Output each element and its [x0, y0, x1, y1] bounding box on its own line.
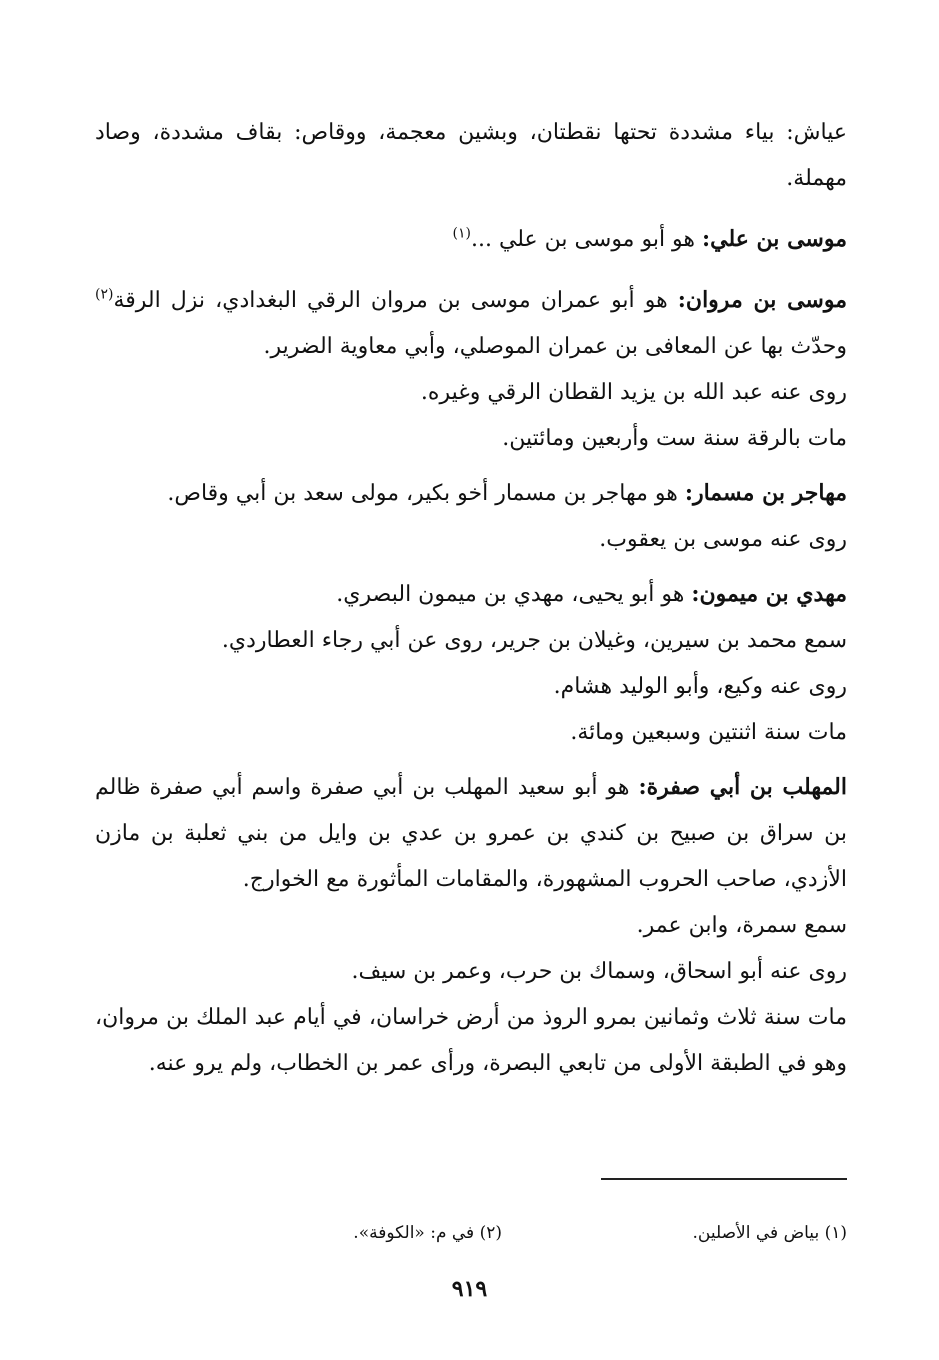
entry-name: مهاجر بن مسمار: — [684, 480, 847, 506]
paragraph-text: روى عنه عبد الله بن يزيد القطان الرقي وغيره. — [420, 380, 847, 405]
entry-name: المهلب بن أبي صفرة: — [638, 774, 848, 800]
entry-mahdi-ibn-maymun — [95, 571, 847, 618]
paragraph-text: مات سنة اثنتين وسبعين ومائة. — [570, 720, 847, 745]
heard-line — [95, 903, 847, 949]
footnote-1: (١) بياض في الأصلين. — [692, 1223, 847, 1243]
entry-name: موسى بن علي: — [702, 226, 847, 252]
entry-musa-ibn-ali — [95, 216, 847, 263]
paragraph-text: مات بالرقة سنة ست وأربعين ومائتين. — [502, 426, 847, 451]
paragraph-text: عياش: بياء مشددة تحتها نقطتان، وبشين معجمة، ووقاص: بقاف مشددة، وصاد مهملة. — [95, 120, 847, 191]
entry-muhallab-ibn-abi-sufra — [95, 764, 847, 903]
footnote-reference: (٢) — [95, 286, 114, 303]
entry-muhajir-ibn-mismar — [95, 470, 847, 517]
death-paragraph — [95, 995, 847, 1087]
footnote-reference: (١) — [452, 225, 471, 242]
entry-text: هو أبو موسى بن علي ... — [470, 227, 703, 252]
main-text — [95, 110, 847, 1087]
paragraph-text: روى عنه موسى بن يعقوب. — [599, 527, 847, 552]
death-line — [95, 416, 847, 462]
heard-line — [95, 618, 847, 664]
entry-musa-ibn-marwan — [95, 277, 847, 370]
paragraph-text: سمع سمرة، وابن عمر. — [636, 913, 847, 938]
entry-text: هو أبو سعيد المهلب بن أبي صفرة واسم أبي صفرة ظالم بن سراق بن صبيح بن كندي بن عمرو بن عدي بن وايل من بني ثعلبة بن مازن الأزدي، صاحب الحروب المشهورة، والمقامات المأثورة مع الخوارج. — [95, 775, 847, 892]
narration-line — [95, 370, 847, 416]
entry-name: موسى بن مروان: — [677, 287, 848, 313]
narration-line — [95, 664, 847, 710]
paragraph-ayyash-note — [95, 110, 847, 202]
death-line — [95, 710, 847, 756]
paragraph-text: مات سنة ثلاث وثمانين بمرو الروذ من أرض خراسان، في أيام عبد الملك بن مروان، وهو في الطبقة الأولى من تابعي البصرة، ورأى عمر بن الخطاب، ولم يرو عنه. — [95, 1005, 847, 1076]
entry-text: هو أبو يحيى، مهدي بن ميمون البصري. — [336, 582, 692, 607]
narration-line — [95, 517, 847, 563]
paragraph-text: روى عنه وكيع، وأبو الوليد هشام. — [553, 674, 847, 699]
entry-text: هو مهاجر بن مسمار أخو بكير، مولى سعد بن أبي وقاص. — [167, 481, 685, 506]
paragraph-text: سمع محمد بن سيرين، وغيلان بن جرير، روى عن أبي رجاء العطاردي. — [221, 628, 847, 653]
footnote-2: (٢) في م: «الكوفة». — [353, 1223, 502, 1243]
paragraph-text: روى عنه أبو اسحاق، وسماك بن حرب، وعمر بن سيف. — [351, 959, 847, 984]
narration-line — [95, 949, 847, 995]
entry-text: هو أبو عمران موسى بن مروان الرقي البغدادي، نزل الرقة — [113, 288, 678, 313]
page-number: ٩١٩ — [451, 1276, 488, 1302]
entry-name: مهدي بن ميمون: — [691, 581, 847, 607]
footnote-divider — [601, 1178, 847, 1180]
entry-text-continued: وحدّث بها عن المعافى بن عمران الموصلي، وأبي معاوية الضرير. — [263, 334, 847, 359]
